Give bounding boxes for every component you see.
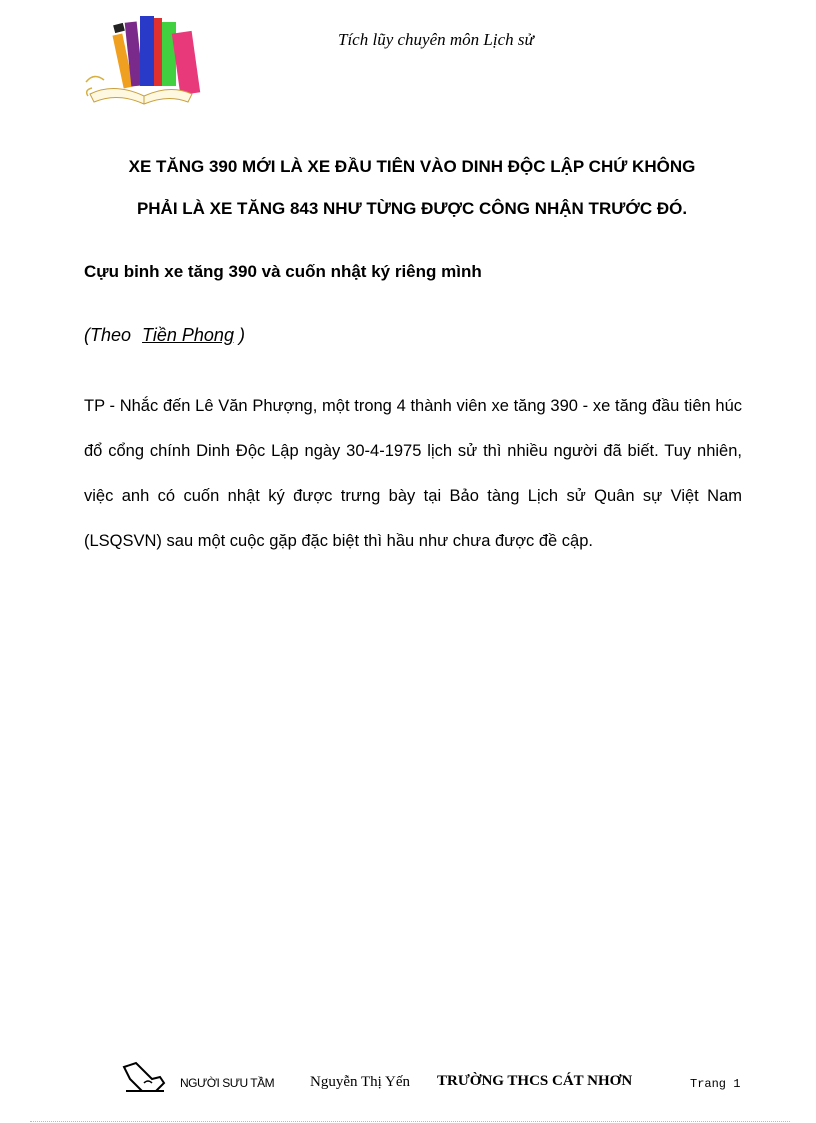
page-number: Trang 1 — [690, 1077, 741, 1091]
footer-author: Nguyễn Thị Yến — [310, 1074, 410, 1090]
books-stack — [112, 16, 200, 95]
source-open: (Theo — [84, 325, 132, 345]
article-subheading: Cựu binh xe tăng 390 và cuốn nhật ký riêng mình — [84, 262, 482, 281]
article-body: TP - Nhắc đến Lê Văn Phượng, một trong 4 thành viên xe tăng 390 - xe tăng đầu tiên húc đổ cổng chính Dinh Độc Lập ngày 30-4-1975 lịch sử thì nhiều người đã biết. Tuy nhiên, việc anh có cuốn nhật ký được trưng bày tại Bảo tàng Lịch sử Quân sự Việt Nam (LSQSVN) sau một cuộc gặp đặc biệt thì hầu như chưa được đề cập. — [84, 397, 742, 550]
footer-school: TRƯỜNG THCS CÁT NHƠN — [437, 1073, 633, 1089]
header-title: Tích lũy chuyên môn Lịch sử — [338, 30, 534, 49]
article-title-line-1: XE TĂNG 390 MỚI LÀ XE ĐẦU TIÊN VÀO DINH ĐỘC LẬP CHỨ KHÔNG — [128, 157, 696, 176]
footer-collector-label: NGƯỜI SƯU TẦM — [180, 1076, 275, 1090]
footer-divider — [30, 1121, 790, 1122]
source-citation — [84, 325, 245, 346]
article-title — [82, 146, 742, 230]
books-icon — [84, 12, 204, 110]
source-close: ) — [238, 325, 245, 345]
article-title-line-2: PHẢI LÀ XE TĂNG 843 NHƯ TỪNG ĐƯỢC CÔNG NHẬN TRƯỚC ĐÓ. — [136, 199, 688, 218]
source-name: Tiền Phong — [142, 325, 234, 345]
writing-hand-icon — [122, 1061, 166, 1095]
